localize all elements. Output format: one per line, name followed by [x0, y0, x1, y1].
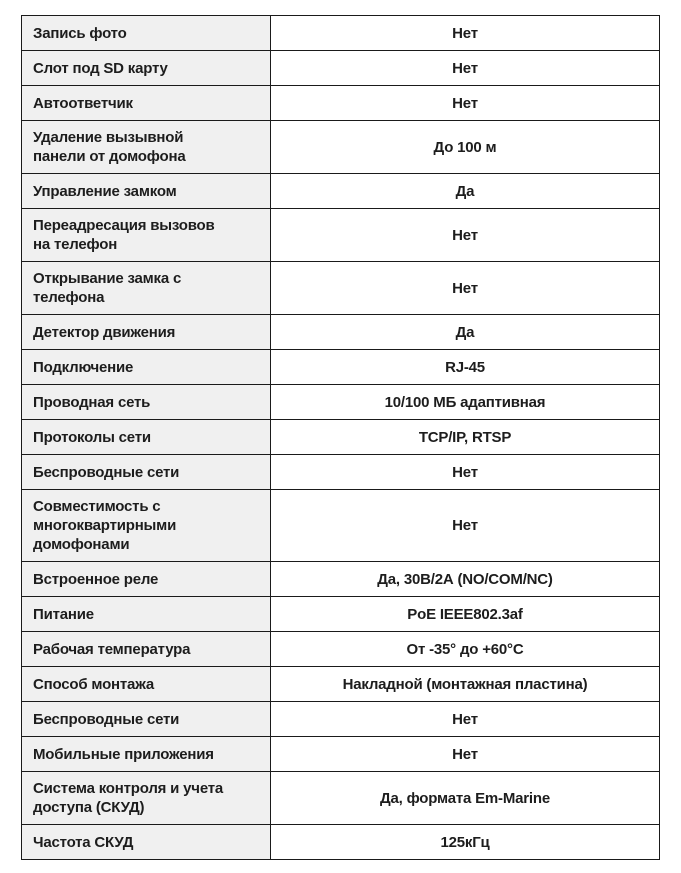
- spec-value-cell: TCP/IP, RTSP: [271, 420, 660, 455]
- table-row: [22, 315, 660, 350]
- spec-label-cell: Слот под SD карту: [22, 51, 271, 86]
- spec-value-cell: До 100 м: [271, 121, 660, 174]
- spec-label-cell: Протоколы сети: [22, 420, 271, 455]
- table-row: [22, 772, 660, 825]
- spec-label-cell: Автоответчик: [22, 86, 271, 121]
- spec-value-cell: Да, 30В/2А (NO/COM/NC): [271, 562, 660, 597]
- table-row: [22, 562, 660, 597]
- table-row: [22, 702, 660, 737]
- table-row: [22, 490, 660, 562]
- spec-label-cell: Система контроля и учета доступа (СКУД): [22, 772, 271, 825]
- spec-label-cell: Удаление вызывной панели от домофона: [22, 121, 271, 174]
- spec-value-cell: PoE IEEE802.3af: [271, 597, 660, 632]
- spec-label-cell: Беспроводные сети: [22, 702, 271, 737]
- spec-label-cell: Совместимость с многоквартирными домофонами: [22, 490, 271, 562]
- spec-value-cell: Нет: [271, 51, 660, 86]
- table-row: [22, 737, 660, 772]
- spec-label-cell: Проводная сеть: [22, 385, 271, 420]
- table-row: [22, 174, 660, 209]
- table-row: [22, 121, 660, 174]
- spec-value-cell: От -35° до +60°С: [271, 632, 660, 667]
- table-row: [22, 597, 660, 632]
- spec-label-cell: Мобильные приложения: [22, 737, 271, 772]
- spec-value-cell: 10/100 МБ адаптивная: [271, 385, 660, 420]
- spec-value-cell: Нет: [271, 737, 660, 772]
- spec-value-cell: Нет: [271, 490, 660, 562]
- table-row: [22, 86, 660, 121]
- spec-value-cell: Нет: [271, 86, 660, 121]
- spec-value-cell: 125кГц: [271, 825, 660, 860]
- spec-label-cell: Беспроводные сети: [22, 455, 271, 490]
- spec-label-cell: Открывание замка с телефона: [22, 262, 271, 315]
- table-row: [22, 455, 660, 490]
- specs-body: [22, 16, 660, 860]
- spec-label-cell: Способ монтажа: [22, 667, 271, 702]
- specs-table: [21, 15, 660, 860]
- spec-label-cell: Частота СКУД: [22, 825, 271, 860]
- spec-value-cell: Нет: [271, 262, 660, 315]
- table-row: [22, 385, 660, 420]
- spec-value-cell: RJ-45: [271, 350, 660, 385]
- table-row: [22, 51, 660, 86]
- spec-label-cell: Детектор движения: [22, 315, 271, 350]
- table-row: [22, 825, 660, 860]
- table-row: [22, 350, 660, 385]
- table-row: [22, 420, 660, 455]
- spec-label-cell: Рабочая температура: [22, 632, 271, 667]
- spec-label-cell: Переадресация вызовов на телефон: [22, 209, 271, 262]
- spec-value-cell: Да, формата Em-Marine: [271, 772, 660, 825]
- spec-label-cell: Управление замком: [22, 174, 271, 209]
- spec-value-cell: Нет: [271, 702, 660, 737]
- table-row: [22, 667, 660, 702]
- table-row: [22, 209, 660, 262]
- spec-value-cell: Нет: [271, 455, 660, 490]
- spec-value-cell: Да: [271, 174, 660, 209]
- spec-label-cell: Запись фото: [22, 16, 271, 51]
- table-row: [22, 16, 660, 51]
- spec-value-cell: Накладной (монтажная пластина): [271, 667, 660, 702]
- spec-label-cell: Встроенное реле: [22, 562, 271, 597]
- table-row: [22, 632, 660, 667]
- spec-label-cell: Подключение: [22, 350, 271, 385]
- spec-value-cell: Да: [271, 315, 660, 350]
- spec-value-cell: Нет: [271, 16, 660, 51]
- spec-label-cell: Питание: [22, 597, 271, 632]
- spec-value-cell: Нет: [271, 209, 660, 262]
- table-row: [22, 262, 660, 315]
